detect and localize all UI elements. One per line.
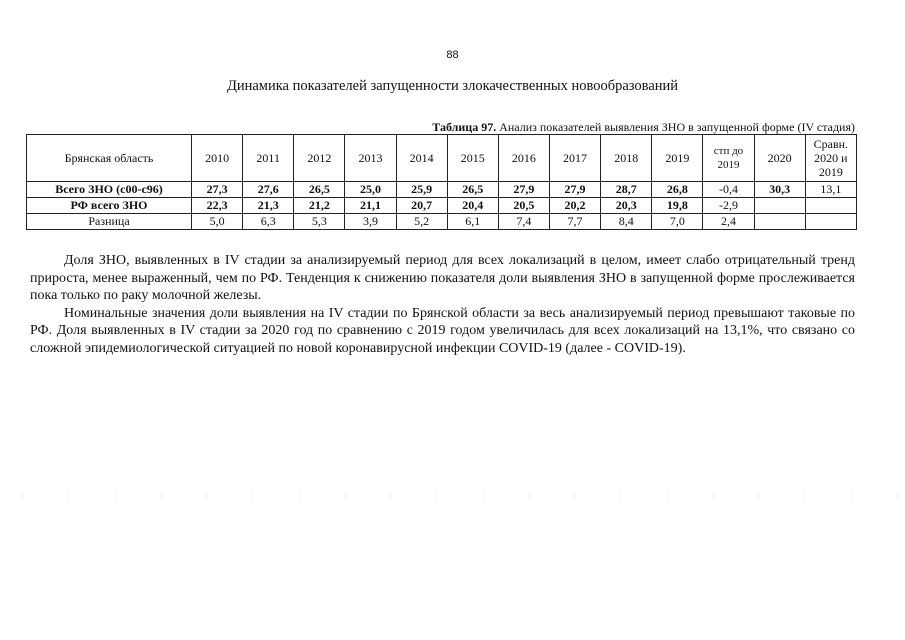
table-cell: 20,7 [396, 198, 447, 214]
section-title: Динамика показателей запущенности злокачественных новообразований [226, 78, 679, 94]
row-label-cell: Всего ЗНО (с00-с96) [27, 182, 192, 198]
table-cell: 20,3 [601, 198, 652, 214]
table-cell: 27,9 [549, 182, 600, 198]
paragraph: Доля ЗНО, выявленных в IV стадии за анализируемый период для всех локализаций в целом, имеет слабо отрицательный тренд прироста, менее выраженный, чем по РФ. Тенденция к снижению показателя доли выявления ЗНО в запущенной форме прослеживается пока только по раку молочной железы. [30, 253, 855, 303]
table-cell: 6,1 [447, 214, 498, 230]
table-cell: 27,9 [498, 182, 549, 198]
scan-artifact-divider [0, 495, 905, 497]
header-cell: 2015 [447, 135, 498, 182]
table-cell: 5,3 [294, 214, 345, 230]
header-cell: 2019 [652, 135, 703, 182]
header-cell: 2018 [601, 135, 652, 182]
header-cell: 2013 [345, 135, 396, 182]
table-cell [754, 198, 805, 214]
header-cell: стп до 2019 [703, 135, 754, 182]
table-cell [805, 198, 856, 214]
table-cell: 27,3 [192, 182, 243, 198]
header-cell: 2014 [396, 135, 447, 182]
table-cell: 28,7 [601, 182, 652, 198]
table-cell: 26,8 [652, 182, 703, 198]
row-label-cell: РФ всего ЗНО [27, 198, 192, 214]
header-cell: Брянская область [27, 135, 192, 182]
header-cell: 2011 [243, 135, 294, 182]
header-cell: Сравн. 2020 и 2019 [805, 135, 856, 182]
table-cell: 26,5 [294, 182, 345, 198]
table-header-row [27, 135, 857, 182]
table-cell [805, 214, 856, 230]
table-cell: 6,3 [243, 214, 294, 230]
table-cell: 3,9 [345, 214, 396, 230]
table-cell: 25,0 [345, 182, 396, 198]
table-cell: 25,9 [396, 182, 447, 198]
table-caption [432, 120, 855, 135]
paragraph: Номинальные значения доли выявления на IV стадии по Брянской области за весь анализируемый период превышают таковые по РФ. Доля выявленных в IV стадии за 2020 год по сравнению с 2019 годом увеличилась для всех локализаций на 13,1%, что связано со сложной эпидемиологической ситуацией по новой коронавирусной инфекции COVID-19 (далее - COVID-19). [30, 305, 855, 356]
table-cell: 8,4 [601, 214, 652, 230]
table-cell: 5,2 [396, 214, 447, 230]
table-cell: 21,2 [294, 198, 345, 214]
table-cell: 20,2 [549, 198, 600, 214]
table-cell: 22,3 [192, 198, 243, 214]
table-cell: 19,8 [652, 198, 703, 214]
table-row [27, 214, 857, 230]
table-cell [754, 214, 805, 230]
table-cell: -2,9 [703, 198, 754, 214]
header-cell: 2012 [294, 135, 345, 182]
header-cell: 2020 [754, 135, 805, 182]
table-cell: 21,1 [345, 198, 396, 214]
table-cell: 27,6 [243, 182, 294, 198]
header-cell: 2010 [192, 135, 243, 182]
header-cell: 2016 [498, 135, 549, 182]
table-cell: 13,1 [805, 182, 856, 198]
table-row [27, 182, 857, 198]
table-cell: -0,4 [703, 182, 754, 198]
table-cell: 7,7 [549, 214, 600, 230]
table-cell: 26,5 [447, 182, 498, 198]
table-caption-number: Таблица 97. [432, 120, 497, 134]
table-cell: 30,3 [754, 182, 805, 198]
row-label-cell: Разница [27, 214, 192, 230]
page-number: 88 [446, 49, 459, 61]
table-cell: 2,4 [703, 214, 754, 230]
table-cell: 20,5 [498, 198, 549, 214]
data-table [26, 134, 857, 230]
table-cell: 7,0 [652, 214, 703, 230]
table-cell: 20,4 [447, 198, 498, 214]
table-row [27, 198, 857, 214]
table-caption-text: Анализ показателей выявления ЗНО в запущенной форме (IV стадия) [496, 120, 855, 134]
table-cell: 5,0 [192, 214, 243, 230]
header-cell: 2017 [549, 135, 600, 182]
table-cell: 21,3 [243, 198, 294, 214]
table-cell: 7,4 [498, 214, 549, 230]
body-text [30, 252, 855, 357]
